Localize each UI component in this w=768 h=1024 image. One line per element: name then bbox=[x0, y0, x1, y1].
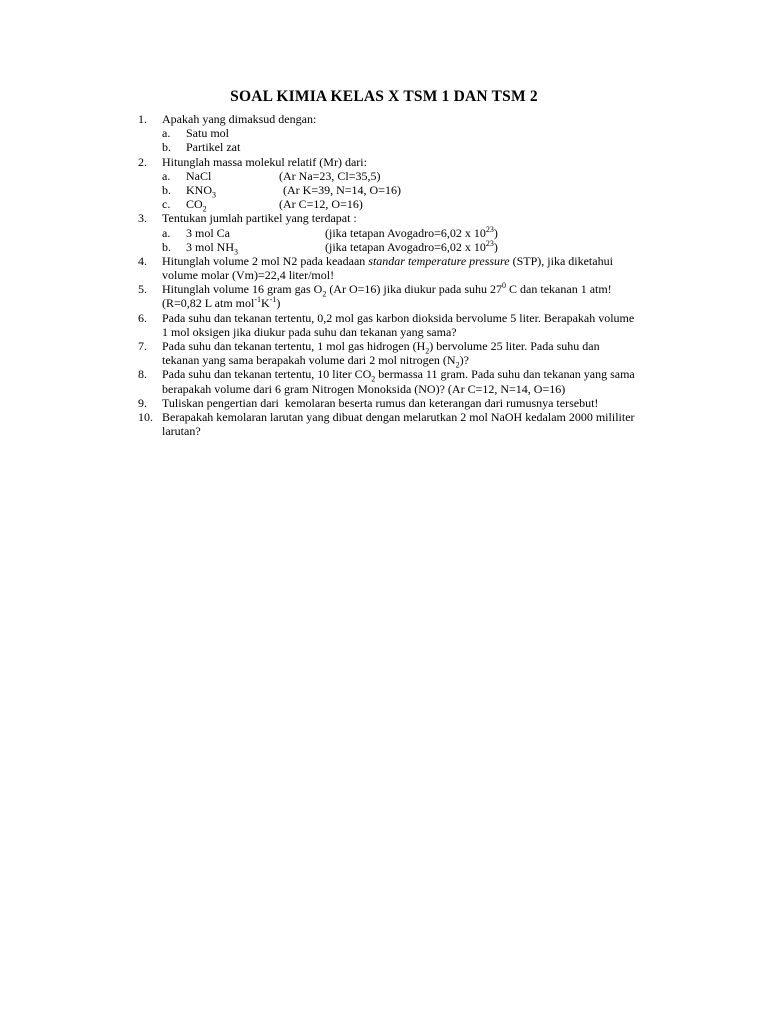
question-4-continued bbox=[0, 268, 768, 282]
question-text: 1 mol oksigen jika diukur pada suhu dan tekanan yang sama? bbox=[162, 324, 457, 339]
question-number: 2. bbox=[138, 154, 147, 169]
question-8 bbox=[0, 367, 768, 384]
option-letter: c. bbox=[162, 197, 171, 212]
question-text: Pada suhu dan tekanan tertentu, 10 liter $CO_2$ bermassa 11 gram. Pada suhu dan tekanan yang sama bbox=[162, 367, 635, 384]
question-text: volume molar (Vm)=22,4 liter/mol! bbox=[162, 268, 335, 283]
question-number: 8. bbox=[138, 367, 147, 382]
question-1-option-a bbox=[0, 126, 768, 140]
question-8-continued bbox=[0, 382, 768, 396]
option-note: (jika tetapan Avogadro=6,02 x $10^{23}$) bbox=[325, 238, 498, 254]
question-text: larutan? bbox=[162, 424, 201, 439]
question-number: 7. bbox=[138, 339, 147, 353]
option-ar-values: (Ar C=12, O=16) bbox=[279, 197, 363, 212]
question-number: 9. bbox=[138, 395, 147, 410]
option-ar-values: (Ar Na=23, Cl=35,5) bbox=[279, 168, 381, 183]
question-3-option-b bbox=[0, 238, 768, 257]
question-2-option-b bbox=[0, 182, 768, 200]
question-text: Tuliskan pengertian dari kemolaran beserta rumus dan keterangan dari rumusnya tersebut! bbox=[162, 395, 599, 410]
page-title: SOAL KIMIA KELAS X TSM 1 DAN TSM 2 bbox=[230, 88, 538, 105]
question-6-continued bbox=[0, 325, 768, 339]
option-text: NaCl bbox=[186, 168, 212, 183]
question-text: Hitunglah volume 16 gram gas $O_2$ (Ar O=16) jika diukur pada suhu $27^0$ C dan tekanan 1 atm! bbox=[162, 281, 612, 299]
question-text: (R=0,82 L atm $mol^{-1}K^{-1}$) bbox=[162, 295, 281, 311]
question-5 bbox=[0, 281, 768, 299]
question-2 bbox=[0, 155, 768, 169]
question-1-option-b bbox=[0, 140, 768, 154]
question-7 bbox=[0, 339, 768, 356]
question-2-option-a bbox=[0, 169, 768, 183]
option-text: $KNO_3$ bbox=[186, 182, 216, 200]
option-text: Partikel zat bbox=[186, 140, 241, 155]
question-number: 10. bbox=[138, 409, 153, 424]
question-number: 5. bbox=[138, 282, 147, 297]
question-text: Pada suhu dan tekanan tertentu, 0,2 mol gas karbon dioksida bervolume 5 liter. Berapakah volume bbox=[162, 310, 635, 325]
question-text: Pada suhu dan tekanan tertentu, 1 mol gas hidrogen $(H_2)$ bervolume 25 liter. Pada suhu dan bbox=[162, 339, 600, 356]
question-text: Berapakah kemolaran larutan yang dibuat dengan melarutkan 2 mol NaOH kedalam 2000 mililiter bbox=[162, 409, 635, 424]
question-text: tekanan yang sama berapakah volume dari 2 mol nitrogen $(N_2)$? bbox=[162, 353, 469, 370]
question-text: Apakah yang dimaksud dengan: bbox=[162, 112, 317, 126]
question-number: 6. bbox=[138, 310, 147, 325]
option-note: (jika tetapan Avogadro=6,02 x $10^{23}$) bbox=[325, 224, 498, 240]
question-text: Tentukan jumlah partikel yang terdapat : bbox=[162, 211, 357, 226]
question-10 bbox=[0, 410, 768, 424]
option-letter: b. bbox=[162, 182, 171, 197]
option-text: Satu mol bbox=[186, 126, 230, 141]
question-number: 3. bbox=[138, 211, 147, 226]
question-text: Hitunglah volume 2 mol N2 pada keadaan standar temperature pressure (STP), jika diketahui bbox=[162, 253, 613, 268]
question-text: Hitunglah massa molekul relatif (Mr) dari: bbox=[162, 154, 367, 169]
question-10-continued bbox=[0, 424, 768, 438]
question-9 bbox=[0, 396, 768, 410]
question-2-option-c bbox=[0, 197, 768, 214]
option-letter: a. bbox=[162, 126, 171, 141]
question-number: 4. bbox=[138, 253, 147, 268]
question-6 bbox=[0, 311, 768, 325]
question-5-continued bbox=[0, 296, 768, 310]
question-3-option-a bbox=[0, 226, 768, 240]
question-1 bbox=[0, 112, 768, 126]
option-letter: a. bbox=[162, 168, 171, 183]
option-ar-values: (Ar K=39, N=14, O=16) bbox=[283, 182, 401, 197]
question-list bbox=[0, 112, 768, 438]
option-text: $CO_2$ bbox=[186, 197, 207, 214]
question-3 bbox=[0, 211, 768, 225]
question-4 bbox=[0, 254, 768, 268]
option-letter: b. bbox=[162, 239, 171, 254]
question-7-continued bbox=[0, 353, 768, 370]
option-text: 3 mol Ca bbox=[186, 225, 230, 240]
question-text: berapakah volume dari 6 gram Nitrogen Monoksida (NO)? (Ar C=12, N=14, O=16) bbox=[162, 381, 566, 396]
option-letter: a. bbox=[162, 225, 171, 240]
question-number: 1. bbox=[138, 112, 147, 126]
option-text: 3 mol $NH_3$ bbox=[186, 239, 238, 257]
option-letter: b. bbox=[162, 140, 171, 155]
